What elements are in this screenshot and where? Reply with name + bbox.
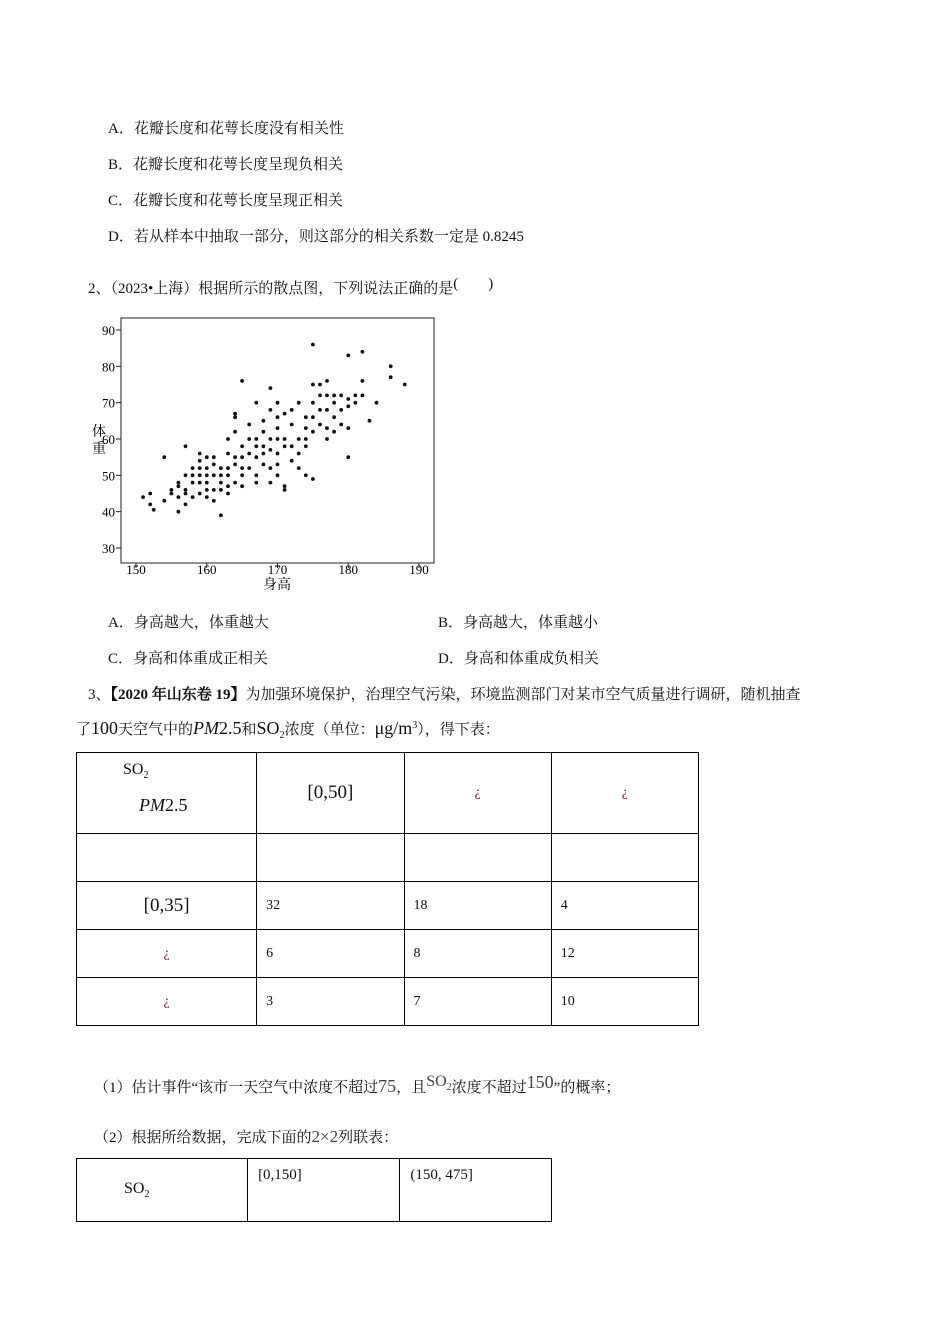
data-point [269, 386, 273, 390]
data-point [219, 481, 223, 485]
data-point [311, 401, 315, 405]
data-point [184, 473, 188, 477]
x-tick-label: 170 [267, 562, 288, 577]
data-point [254, 401, 258, 405]
table-col-header: ¿ [404, 753, 551, 834]
x-axis [126, 562, 429, 577]
y-tick-label: 40 [102, 504, 115, 520]
data-point [219, 488, 223, 492]
data-point [262, 452, 266, 456]
x-tick-label: 150 [126, 562, 146, 577]
data-point [226, 466, 230, 470]
data-point [233, 455, 237, 459]
table-cell: 7 [404, 978, 551, 1026]
data-point [262, 444, 266, 448]
data-point [226, 452, 230, 456]
data-point [276, 415, 280, 419]
data-point [318, 408, 322, 412]
data-point [283, 484, 287, 488]
data-point [276, 401, 280, 405]
data-point [177, 484, 181, 488]
table-row [77, 882, 699, 930]
x-tick-label: 190 [409, 562, 429, 577]
table-corner-cell: $SO_2$ PM2.5 [77, 753, 257, 834]
data-point [262, 419, 266, 423]
data-point [311, 343, 315, 347]
table-row-label: ¿ [77, 930, 257, 978]
data-point [198, 452, 202, 456]
data-point [361, 350, 365, 354]
data-point [269, 466, 273, 470]
data-point [184, 444, 188, 448]
data-point [290, 444, 294, 448]
data-point [148, 492, 152, 496]
data-point [254, 481, 258, 485]
table-row [77, 930, 699, 978]
table-col-header: (150, 475] [400, 1159, 552, 1222]
data-point [240, 444, 244, 448]
data-point [191, 495, 195, 499]
data-point [212, 463, 216, 467]
table-col-header: [0,150] [248, 1159, 400, 1222]
table-cell: 32 [257, 882, 404, 930]
data-point [311, 415, 315, 419]
data-point [311, 383, 315, 387]
data-point [240, 455, 244, 459]
data-point [389, 375, 393, 379]
table-cell: 18 [404, 882, 551, 930]
question-text: 为加强环境保护，治理空气污染，环境监测部门对某市空气质量进行调研，随机抽查 [245, 687, 801, 703]
data-point [276, 452, 280, 456]
data-point [361, 379, 365, 383]
table-cell: 6 [257, 930, 404, 978]
data-point [325, 426, 329, 430]
data-point [226, 437, 230, 441]
option-c: C．花瓣长度和花萼长度呈现正相关 [108, 193, 344, 209]
data-point [219, 473, 223, 477]
data-point [170, 492, 174, 496]
data-point [297, 401, 301, 405]
data-point [290, 459, 294, 463]
data-point [233, 430, 237, 434]
data-point [403, 383, 407, 387]
data-point [353, 394, 357, 398]
q2-option-a: A．身高越大，体重越大 [108, 615, 269, 631]
data-point [304, 473, 308, 477]
data-point [205, 473, 209, 477]
data-point [170, 488, 174, 492]
question-text: 根据所示的散点图，下列说法正确的是 [198, 281, 454, 297]
data-point [205, 495, 209, 499]
data-point [318, 394, 322, 398]
data-point [332, 401, 336, 405]
data-point [152, 508, 156, 512]
data-point [198, 459, 202, 463]
data-point [233, 412, 237, 416]
data-point [254, 473, 258, 477]
data-point [198, 466, 202, 470]
data-point [283, 488, 287, 492]
data-point [254, 444, 258, 448]
data-point [226, 484, 230, 488]
data-point [141, 495, 145, 499]
y-tick-label: 50 [102, 468, 115, 484]
data-point [254, 455, 258, 459]
data-point [240, 379, 244, 383]
contingency-table [76, 1158, 552, 1222]
table-cell: 4 [551, 882, 698, 930]
scatter-chart [80, 312, 450, 594]
y-tick-label: 90 [102, 323, 115, 338]
data-point [205, 455, 209, 459]
data-point [389, 364, 393, 368]
question-number: 3、 [88, 687, 111, 703]
data-point [212, 455, 216, 459]
data-point [247, 423, 251, 427]
y-tick-label: 30 [102, 541, 115, 556]
data-point [233, 481, 237, 485]
sub-question-2: （2）根据所给数据，完成下面的2×2列联表： [94, 1127, 399, 1146]
q2-option-c: C．身高和体重成正相关 [108, 651, 269, 667]
data-point [325, 408, 329, 412]
data-point [191, 473, 195, 477]
answer-paren: ( ) [453, 276, 494, 292]
y-axis-label-2: 重 [92, 440, 106, 456]
question-source: 【2020 年山东卷 19】 [110, 687, 246, 703]
data-point [346, 404, 350, 408]
table-row [77, 978, 699, 1026]
data-point [290, 423, 294, 427]
data-point [283, 412, 287, 416]
data-point [346, 455, 350, 459]
q2-option-d: D．身高和体重成负相关 [438, 651, 599, 667]
concentration-table [76, 752, 699, 1026]
data-point [304, 437, 308, 441]
data-point [339, 423, 343, 427]
table-row-label: [0,35] [77, 882, 257, 930]
data-point [247, 437, 251, 441]
data-point [184, 488, 188, 492]
data-point [184, 503, 188, 507]
data-point [339, 408, 343, 412]
question-source: （2023•上海） [110, 281, 199, 297]
data-point [339, 394, 343, 398]
data-point [332, 430, 336, 434]
data-point [184, 492, 188, 496]
data-point [198, 481, 202, 485]
data-point [262, 463, 266, 467]
data-point [361, 394, 365, 398]
data-point [304, 426, 308, 430]
question-3-line-2: 了100天空气中的PM2.5和$SO_2$浓度（单位：$\mu g/m^3$），得下表： [76, 718, 500, 741]
data-point [219, 466, 223, 470]
table-col-header: [0,50] [257, 753, 404, 834]
table-row [77, 753, 699, 834]
data-point [276, 463, 280, 467]
table-cell: 10 [551, 978, 698, 1026]
question-2-stem [88, 277, 493, 298]
data-point [311, 477, 315, 481]
data-point [325, 379, 329, 383]
data-point [226, 492, 230, 496]
data-point [276, 426, 280, 430]
data-point [297, 437, 301, 441]
y-axis-label-1: 体 [92, 423, 106, 439]
table-col-header: ¿ [551, 753, 698, 834]
data-point [283, 437, 287, 441]
data-point [269, 437, 273, 441]
data-point [276, 437, 280, 441]
data-point [290, 408, 294, 412]
data-point [240, 473, 244, 477]
data-point [191, 481, 195, 485]
data-point [325, 437, 329, 441]
data-point [318, 423, 322, 427]
data-point [311, 430, 315, 434]
option-b: B．花瓣长度和花萼长度呈现负相关 [108, 157, 344, 173]
data-points [141, 343, 407, 518]
sub-question-1: （1）估计事件“该市一天空气中浓度不超过75，且$SO_2$浓度不超过150”的概率； [94, 1072, 621, 1096]
data-point [205, 466, 209, 470]
data-point [346, 397, 350, 401]
data-point [233, 463, 237, 467]
data-point [247, 452, 251, 456]
data-point [375, 401, 379, 405]
data-point [198, 492, 202, 496]
data-point [198, 473, 202, 477]
table-cell: 8 [404, 930, 551, 978]
data-point [212, 473, 216, 477]
option-d: D．若从样本中抽取一部分，则这部分的相关系数一定是 0.8245 [108, 229, 524, 245]
data-point [332, 394, 336, 398]
data-point [297, 466, 301, 470]
data-point [304, 444, 308, 448]
data-point [269, 408, 273, 412]
data-point [254, 437, 258, 441]
data-point [332, 415, 336, 419]
data-point [240, 484, 244, 488]
data-point [212, 488, 216, 492]
data-point [325, 394, 329, 398]
table-cell: 12 [551, 930, 698, 978]
data-point [233, 415, 237, 419]
y-tick-label: 80 [102, 359, 115, 375]
y-tick-label: 70 [102, 395, 115, 411]
option-a: A．花瓣长度和花萼长度没有相关性 [108, 121, 344, 137]
table-corner-cell: $SO_2$ [77, 1159, 248, 1222]
x-tick-label: 180 [338, 562, 358, 577]
data-point [269, 448, 273, 452]
data-point [212, 499, 216, 503]
table-row-label: ¿ [77, 978, 257, 1026]
table-row [77, 834, 699, 882]
data-point [353, 401, 357, 405]
x-axis-label: 身高 [263, 576, 291, 592]
data-point [247, 466, 251, 470]
x-tick-label: 160 [197, 562, 217, 577]
q2-option-b: B．身高越大，体重越小 [438, 615, 599, 631]
data-point [318, 383, 322, 387]
data-point [269, 481, 273, 485]
data-point [148, 503, 152, 507]
data-point [177, 510, 181, 514]
y-tick-label: 60 [102, 432, 115, 447]
data-point [226, 473, 230, 477]
question-number: 2、 [88, 281, 111, 297]
data-point [219, 513, 223, 517]
data-point [191, 466, 195, 470]
data-point [177, 481, 181, 485]
data-point [346, 426, 350, 430]
data-point [205, 488, 209, 492]
data-point [177, 495, 181, 499]
table-row [77, 1159, 552, 1222]
data-point [240, 466, 244, 470]
data-point [368, 419, 372, 423]
data-point [162, 499, 166, 503]
table-cell: 3 [257, 978, 404, 1026]
data-point [297, 452, 301, 456]
data-point [283, 444, 287, 448]
data-point [262, 430, 266, 434]
data-point [205, 481, 209, 485]
data-point [162, 455, 166, 459]
data-point [304, 415, 308, 419]
question-3-line-1 [88, 683, 801, 704]
data-point [346, 354, 350, 358]
data-point [276, 473, 280, 477]
